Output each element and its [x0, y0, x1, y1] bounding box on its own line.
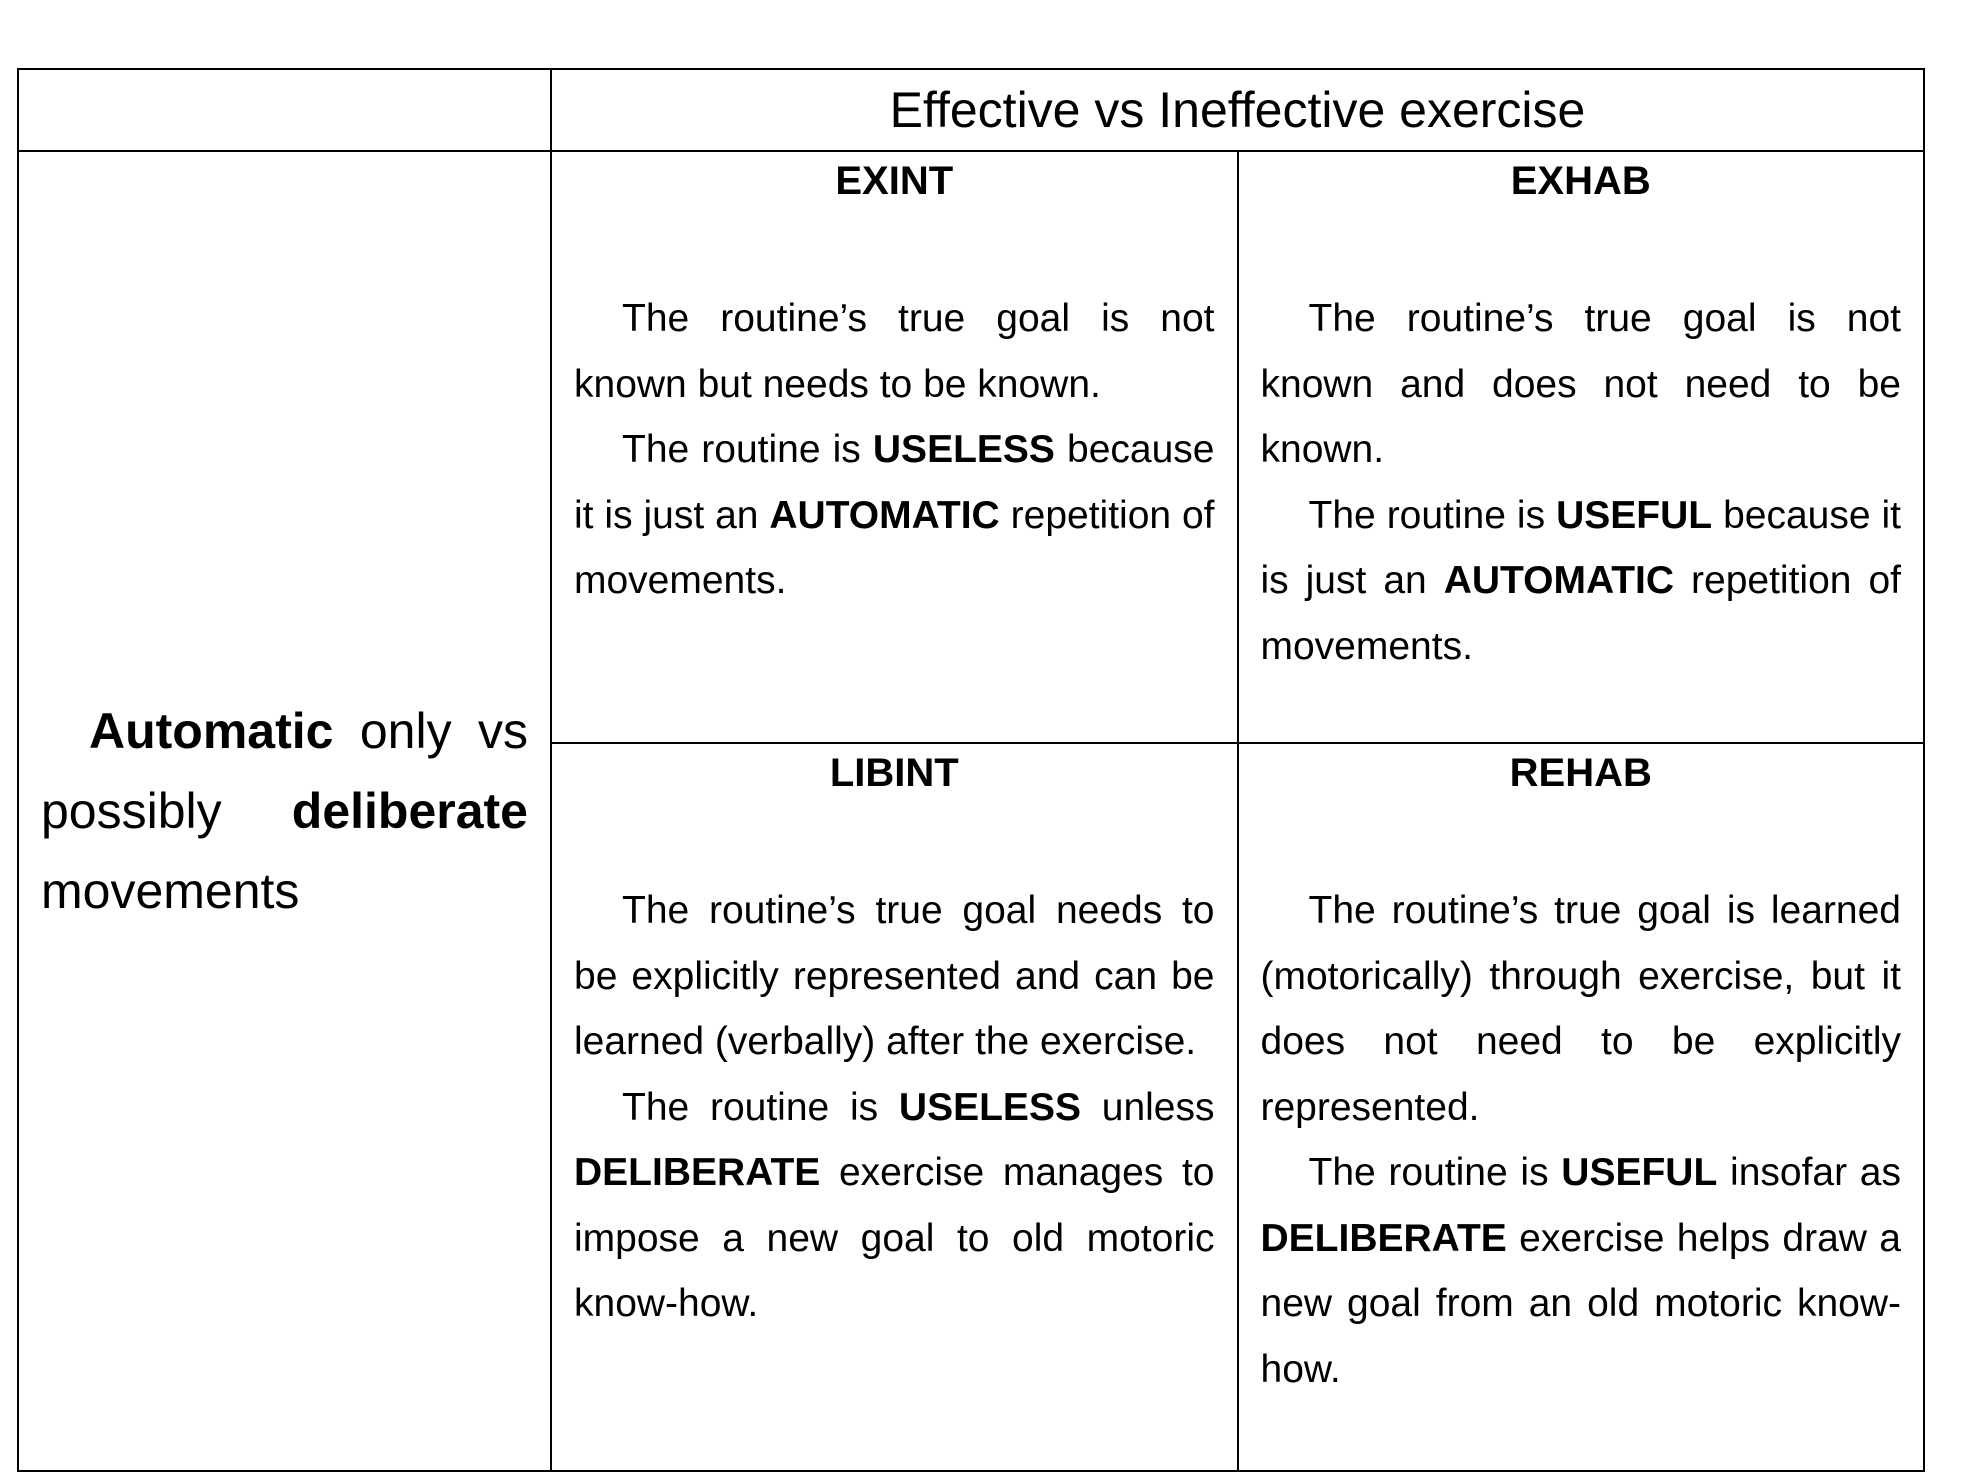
exint-p2-bold-automatic: AUTOMATIC	[769, 493, 1000, 537]
libint-p2-text-a: The routine is	[622, 1085, 899, 1129]
libint-p2-bold-deliberate: DELIBERATE	[574, 1151, 821, 1194]
row-header	[41, 691, 528, 931]
exint-p2-bold-useless: USELESS	[872, 428, 1055, 471]
exint-paragraph-2	[574, 417, 1215, 614]
exint-paragraph-1: The routine’s true goal is not known but needs to be known.	[574, 297, 1215, 406]
quadrant-rehab	[1238, 743, 1925, 1471]
quadrant-exhab	[1238, 151, 1925, 743]
exhab-paragraph-2	[1261, 483, 1902, 680]
corner-cell	[18, 69, 551, 151]
quadrant-exint	[551, 151, 1238, 743]
libint-paragraph-2	[574, 1075, 1215, 1337]
exhab-p2-text-c: because it is just an	[1260, 493, 1901, 602]
quadrant-title-exint: EXINT	[835, 159, 954, 203]
row-header-bold-automatic: Automatic	[89, 703, 334, 759]
quadrant-title-rehab: REHAB	[1509, 751, 1652, 795]
exint-p2-text-e: repetition of movements.	[574, 493, 1215, 602]
libint-p2-bold-useless: USELESS	[898, 1085, 1081, 1129]
rehab-p2-text-e: exercise helps draw a new goal from an old motoric know-how.	[1260, 1216, 1901, 1391]
header-row	[18, 69, 1924, 151]
column-header: Effective vs Ineffective exercise	[551, 69, 1924, 151]
rehab-paragraph-2	[1261, 1140, 1902, 1402]
rehab-p2-bold-deliberate: DELIBERATE	[1260, 1216, 1507, 1260]
exint-p2-text-a: The routine is	[622, 428, 873, 471]
quadrant-title-libint: LIBINT	[829, 751, 959, 795]
quadrant-body-exint	[574, 286, 1215, 614]
exhab-p2-text-a: The routine is	[1308, 493, 1557, 537]
rehab-p2-bold-useful: USEFUL	[1561, 1151, 1718, 1194]
row-header-text-1: only vs possibly	[41, 703, 528, 839]
libint-paragraph-1: The routine’s true goal needs to be explicitly represented and can be learned (verbally) after the exercise.	[574, 889, 1215, 1063]
quadrant-body-exhab	[1261, 286, 1902, 679]
row-header-cell	[18, 151, 551, 1471]
top-row	[18, 151, 1924, 743]
quadrant-body-libint	[574, 878, 1215, 1337]
exhab-p2-text-e: repetition of movements.	[1260, 559, 1901, 668]
exercise-matrix-table	[17, 68, 1925, 1472]
exint-p2-text-c: because it is just an	[574, 428, 1215, 537]
rehab-p2-text-a: The routine is	[1308, 1151, 1562, 1194]
rehab-paragraph-1: The routine’s true goal is learned (motorically) through exercise, but it does not need to be explicitly represented.	[1260, 889, 1901, 1129]
quadrant-libint	[551, 743, 1238, 1471]
row-header-bold-deliberate: deliberate	[291, 783, 528, 839]
rehab-p2-text-c: insofar as	[1717, 1151, 1901, 1194]
exhab-p2-bold-automatic: AUTOMATIC	[1443, 559, 1675, 602]
row-header-text-2: movements	[41, 863, 300, 919]
libint-p2-text-c: unless	[1080, 1085, 1215, 1129]
quadrant-title-exhab: EXHAB	[1510, 159, 1651, 203]
exhab-paragraph-1: The routine’s true goal is not known and does not need to be known.	[1260, 297, 1901, 471]
quadrant-body-rehab	[1261, 878, 1902, 1402]
exhab-p2-bold-useful: USEFUL	[1556, 493, 1713, 537]
libint-p2-text-e: exercise manages to impose a new goal to old motoric know-how.	[574, 1151, 1215, 1325]
